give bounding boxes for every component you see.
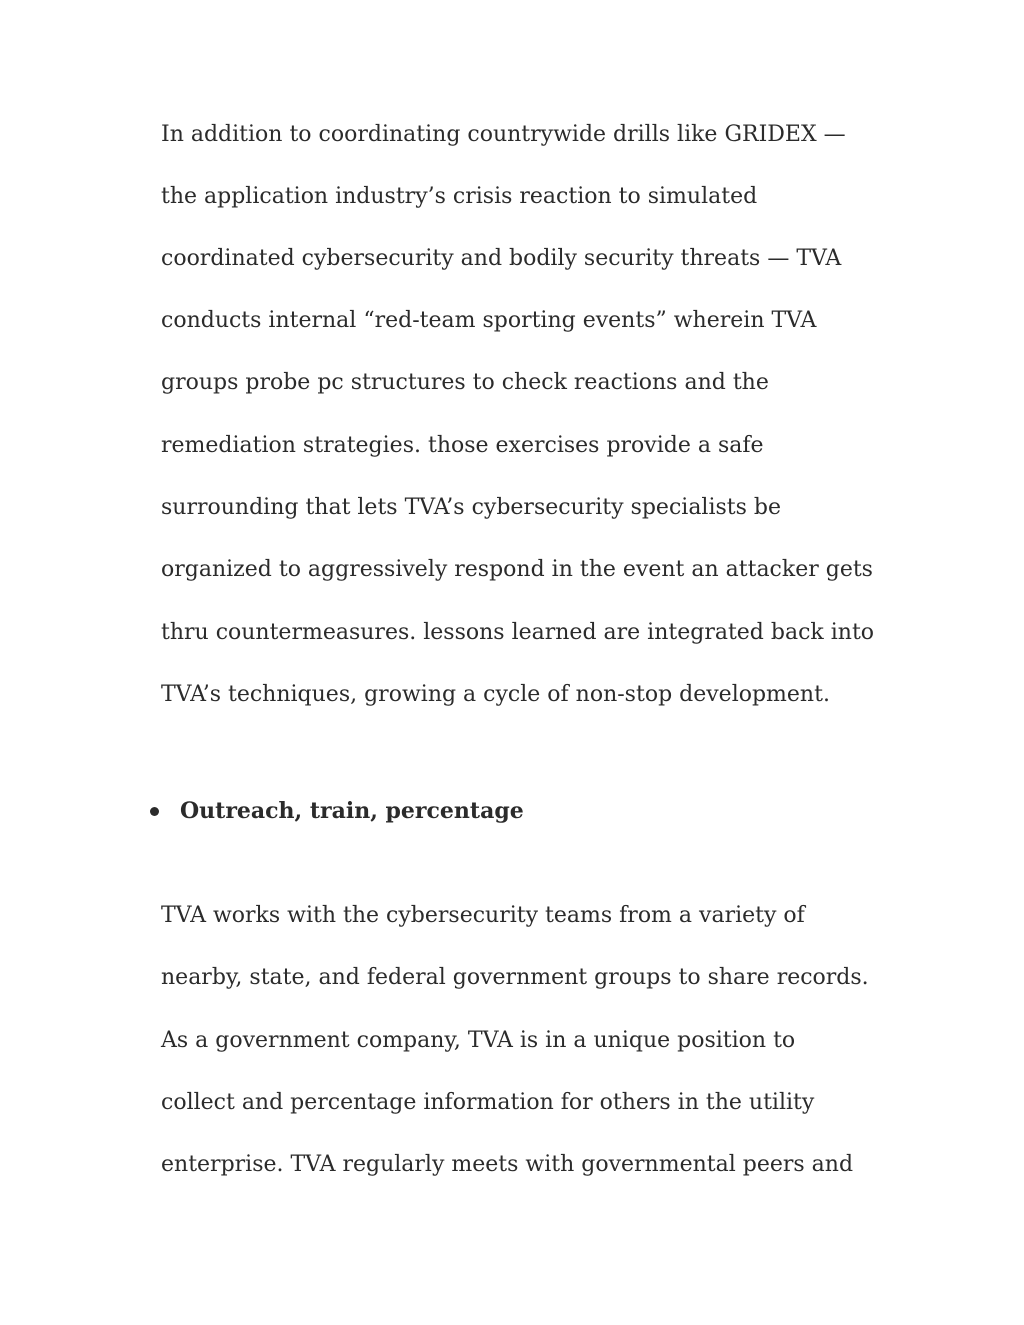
paragraph-line: coordinated cybersecurity and bodily security threats — TVA xyxy=(161,246,842,271)
paragraph-line: surrounding that lets TVA’s cybersecurity specialists be xyxy=(161,495,782,520)
bullet-heading: Outreach, train, percentage xyxy=(180,798,524,824)
paragraph-line: thru countermeasures. lessons learned are integrated back into xyxy=(161,620,875,645)
paragraph-line: organized to aggressively respond in the event an attacker gets xyxy=(161,557,873,582)
paragraph-line: enterprise. TVA regularly meets with governmental peers and xyxy=(161,1152,854,1177)
paragraph-line: nearby, state, and federal government groups to share records. xyxy=(161,965,869,990)
paragraph-line: TVA works with the cybersecurity teams from a variety of xyxy=(161,903,805,928)
bullet-dot-icon xyxy=(150,807,159,816)
paragraph-line: the application industry’s crisis reaction to simulated xyxy=(161,184,758,209)
paragraph-line: collect and percentage information for others in the utility xyxy=(161,1090,815,1115)
paragraph-line: As a government company, TVA is in a unique position to xyxy=(161,1028,796,1053)
paragraph-line: groups probe pc structures to check reactions and the xyxy=(161,370,769,395)
paragraph-line: remediation strategies. those exercises provide a safe xyxy=(161,433,764,458)
paragraph-line: In addition to coordinating countrywide drills like GRIDEX — xyxy=(161,122,846,147)
paragraph-line: TVA’s techniques, growing a cycle of non-stop development. xyxy=(161,682,830,707)
bullet-item xyxy=(150,796,524,826)
paragraph-line: conducts internal “red-team sporting events” wherein TVA xyxy=(161,308,817,333)
